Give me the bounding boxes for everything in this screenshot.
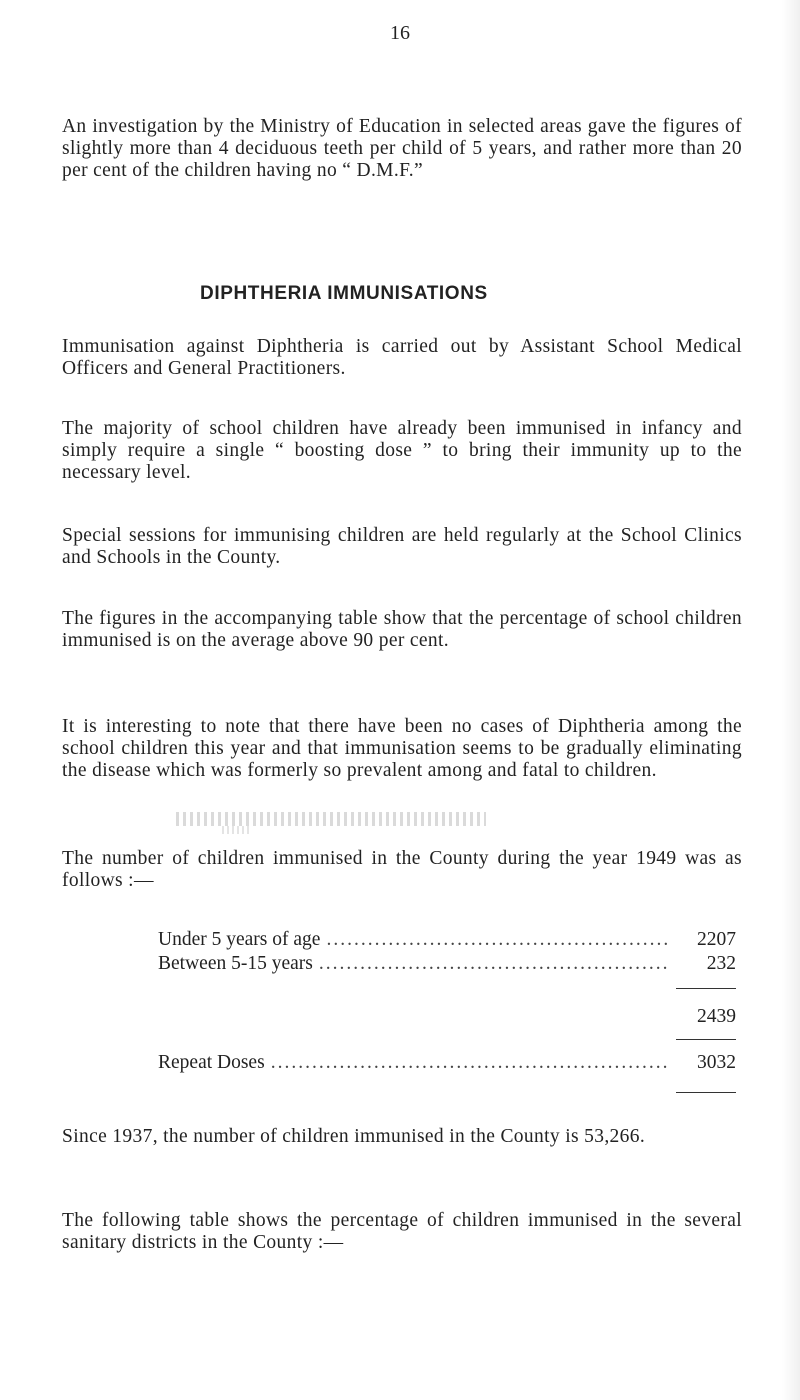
page-number: 16 [390,22,410,44]
paragraph-immunisation: Immunisation against Diphtheria is carried out by Assistant School Medical Officers and General Practitioners. [62,336,742,379]
leader-dots [319,953,670,975]
page-edge-shadow [782,0,800,1400]
subtotal-rule [676,988,736,989]
paragraph-figures: The figures in the accompanying table show that the percentage of school children immunised is on the average above 90 per cent. [62,608,742,651]
tally-label: Repeat Doses [158,1052,265,1073]
paragraph-special-sessions: Special sessions for immunising children are held regularly at the School Clinics and Schools in the County. [62,525,742,568]
tally-row-subtotal [158,1006,736,1030]
leader-dots [326,929,670,951]
paragraph-number-immunised: The number of children immunised in the County during the year 1949 was as follows :— [62,848,742,891]
intro-paragraph: An investigation by the Ministry of Education in selected areas gave the figures of slightly more than 4 deciduous teeth per child of 5 years, and rather more than 20 per cent of the children having no “ D.M.F.” [62,116,742,181]
ink-smudge [176,812,486,826]
tally-value: 3032 [697,1052,736,1073]
paragraph-following-table: The following table shows the percentage of children immunised in the several sanitary districts in the County :— [62,1210,742,1253]
paragraph-since-1937: Since 1937, the number of children immunised in the County is 53,266. [62,1126,646,1147]
paragraph-majority: The majority of school children have already been immunised in infancy and simply require a single “ boosting dose ” to bring their immunity up to the necessary level. [62,418,742,483]
closing-rule [676,1092,736,1093]
leader-dots [271,1052,670,1074]
tally-value: 2207 [697,929,736,950]
paragraph-interesting: It is interesting to note that there have been no cases of Diphtheria among the school children this year and that immunisation seems to be gradually eliminating the disease which was formerly so prevalent among and fatal to children. [62,716,742,781]
tally-value: 232 [706,953,736,974]
tally-label: Between 5-15 years [158,953,313,974]
total-rule [676,1039,736,1040]
tally-row-under-5 [158,929,736,953]
ink-smudge [222,826,252,834]
tally-row-repeat-doses [158,1052,736,1076]
tally-row-5-15 [158,953,736,977]
section-heading: DIPHTHERIA IMMUNISATIONS [200,283,488,304]
tally-subtotal-value: 2439 [697,1006,736,1027]
tally-label: Under 5 years of age [158,929,321,950]
